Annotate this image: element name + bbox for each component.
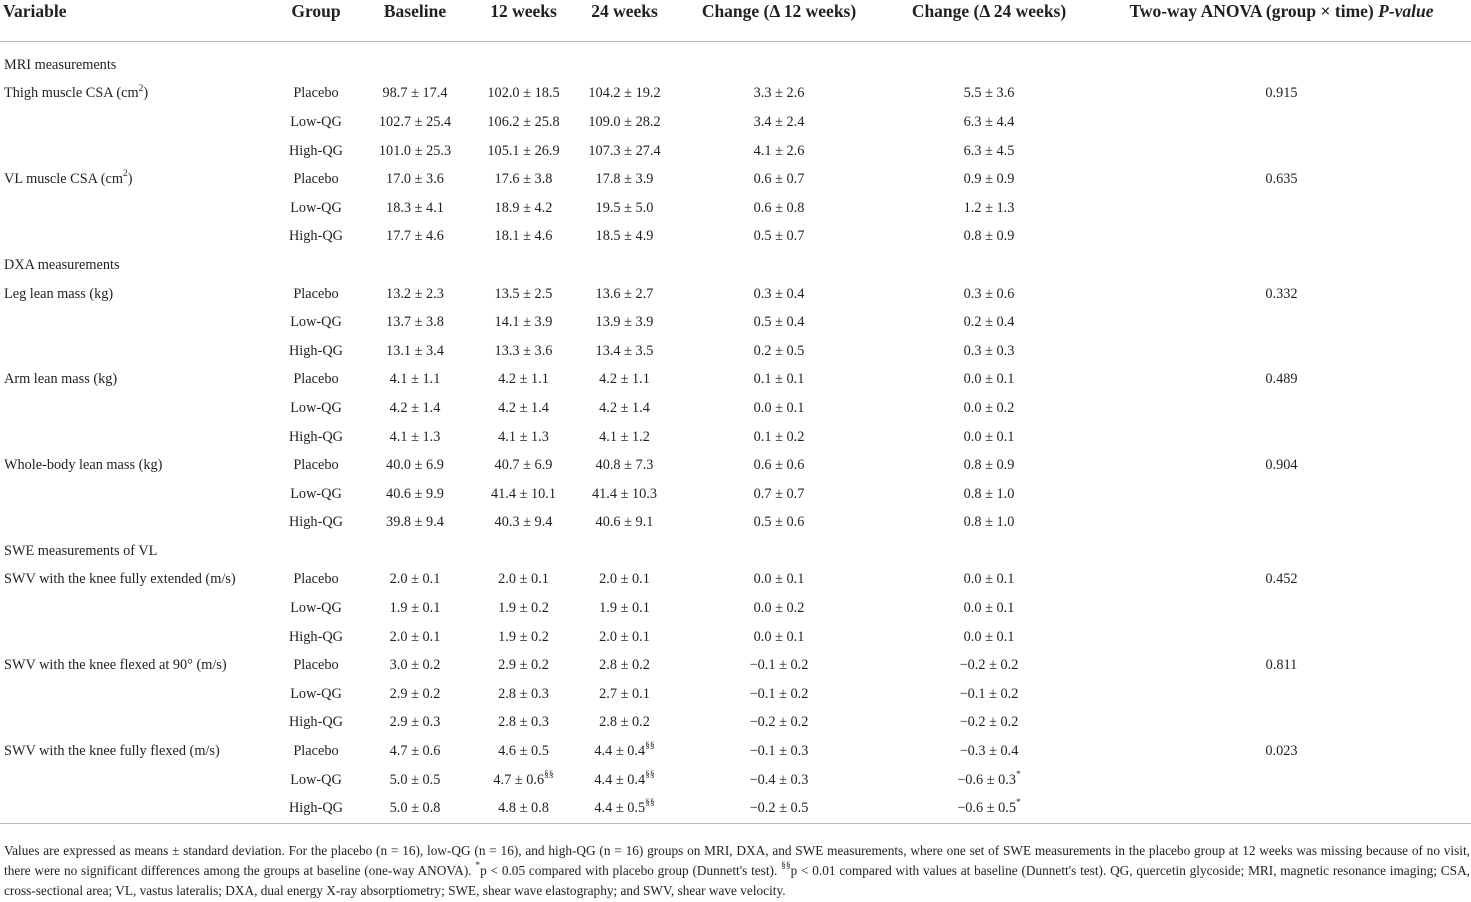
table-row	[0, 137, 1471, 166]
variable-label: Arm lean mass (kg)	[4, 371, 118, 388]
section-row	[0, 51, 1471, 80]
week24-cell: 109.0 ± 28.2	[588, 113, 661, 130]
week24-cell: 2.0 ± 0.1	[599, 628, 650, 645]
week24-cell: 4.2 ± 1.4	[599, 399, 650, 416]
week12-cell: 40.7 ± 6.9	[494, 457, 553, 474]
week12-cell: 106.2 ± 25.8	[487, 113, 560, 130]
change12-cell: 0.2 ± 0.5	[753, 342, 805, 359]
change24-cell: 0.9 ± 0.9	[963, 171, 1015, 188]
p-value-cell	[1092, 394, 1471, 423]
week24-cell: 2.7 ± 0.1	[599, 685, 650, 702]
change24-cell: 6.3 ± 4.5	[963, 142, 1015, 159]
change24-cell: 6.3 ± 4.4	[963, 113, 1015, 130]
group-cell: High-QG	[288, 714, 343, 731]
change12-cell: 0.5 ± 0.7	[753, 228, 805, 245]
group-cell: Placebo	[293, 743, 339, 760]
baseline-cell: 98.7 ± 17.4	[382, 85, 448, 102]
week24-cell: 4.2 ± 1.1	[599, 371, 650, 388]
change12-cell: −0.4 ± 0.3	[749, 771, 809, 788]
week24-cell: 13.9 ± 3.9	[595, 314, 654, 331]
baseline-cell: 40.6 ± 9.9	[386, 485, 444, 502]
week12-cell: 4.1 ± 1.3	[498, 428, 549, 445]
p-value-cell	[1092, 623, 1471, 652]
change24-cell: 0.8 ± 1.0	[963, 514, 1015, 531]
p-value-cell	[1092, 108, 1471, 137]
change24-cell: 0.8 ± 1.0	[963, 485, 1015, 502]
group-cell: Placebo	[293, 657, 339, 674]
change12-cell: −0.1 ± 0.2	[749, 685, 809, 702]
col-header-group: Group	[272, 0, 360, 42]
week12-cell: 4.6 ± 0.5	[498, 743, 549, 760]
change12-cell: 0.0 ± 0.1	[753, 399, 805, 416]
week24-cell: 2.8 ± 0.2	[599, 714, 650, 731]
p-value-cell	[1092, 794, 1471, 823]
table-row	[0, 594, 1471, 623]
p-value-cell: 0.915	[1265, 85, 1298, 102]
section-label-dxa: DXA measurements	[4, 256, 120, 273]
week24-cell: 104.2 ± 19.2	[588, 85, 661, 102]
table-row	[0, 280, 1471, 309]
change12-cell: 3.4 ± 2.4	[753, 113, 805, 130]
change12-cell: 0.1 ± 0.2	[753, 428, 805, 445]
group-cell: Placebo	[293, 571, 339, 588]
change12-cell: −0.1 ± 0.3	[749, 743, 809, 760]
change24-cell: −0.2 ± 0.2	[959, 657, 1019, 674]
p-value-cell: 0.023	[1265, 743, 1298, 760]
change12-cell: 0.6 ± 0.6	[753, 457, 805, 474]
change12-cell: −0.1 ± 0.2	[749, 657, 809, 674]
baseline-cell: 2.0 ± 0.1	[389, 628, 441, 645]
table-footnote	[4, 841, 1470, 900]
group-cell: High-QG	[288, 514, 343, 531]
table-row	[0, 80, 1471, 109]
week12-cell: 105.1 ± 26.9	[487, 142, 560, 159]
variable-label: Whole-body lean mass (kg)	[4, 457, 163, 474]
change12-cell: 4.1 ± 2.6	[753, 142, 805, 159]
col-header-12-weeks: 12 weeks	[470, 0, 577, 42]
week12-cell: 1.9 ± 0.2	[498, 600, 549, 617]
significance-marker: *	[1016, 798, 1021, 809]
week12-cell: 2.8 ± 0.3	[498, 714, 549, 731]
change24-cell: 0.0 ± 0.1	[963, 428, 1015, 445]
change24-cell: 0.0 ± 0.1	[963, 571, 1015, 588]
baseline-cell: 39.8 ± 9.4	[386, 514, 444, 531]
group-cell: Low-QG	[290, 771, 342, 788]
table-row	[0, 737, 1471, 766]
p-value-cell	[1092, 337, 1471, 366]
p-value-cell	[1092, 594, 1471, 623]
baseline-cell: 102.7 ± 25.4	[378, 113, 452, 130]
group-cell: Low-QG	[290, 685, 342, 702]
group-cell: Placebo	[293, 285, 339, 302]
week12-cell: 14.1 ± 3.9	[494, 314, 553, 331]
week24-cell: 17.8 ± 3.9	[595, 171, 654, 188]
group-cell: High-QG	[288, 428, 343, 445]
change24-cell: 0.2 ± 0.4	[963, 314, 1015, 331]
group-cell: Placebo	[293, 171, 339, 188]
table-row	[0, 194, 1471, 223]
change12-cell: 0.6 ± 0.8	[753, 199, 805, 216]
week12-cell: 13.3 ± 3.6	[494, 342, 553, 359]
change12-cell: −0.2 ± 0.5	[672, 794, 886, 823]
change12-cell: 3.3 ± 2.6	[753, 85, 805, 102]
footnote-sup-asterisk: *	[475, 861, 481, 872]
table-row	[0, 308, 1471, 337]
table-row	[0, 337, 1471, 366]
col-header-change-24: Change (Δ 24 weeks)	[886, 0, 1092, 42]
p-value-cell: 0.635	[1265, 171, 1298, 188]
section-row	[0, 537, 1471, 566]
change12-cell: −0.2 ± 0.2	[749, 714, 809, 731]
group-cell: Low-QG	[290, 600, 342, 617]
week24-cell: 13.4 ± 3.5	[595, 342, 654, 359]
change24-cell: −0.2 ± 0.2	[959, 714, 1019, 731]
p-value-cell	[1092, 194, 1471, 223]
p-value-cell	[1092, 480, 1471, 509]
week12-cell: 2.9 ± 0.2	[498, 657, 549, 674]
change12-cell: 0.0 ± 0.2	[753, 600, 805, 617]
p-value-cell: 0.332	[1265, 285, 1298, 302]
col-header-change-12: Change (Δ 12 weeks)	[672, 0, 886, 42]
p-value-cell	[1092, 680, 1471, 709]
table-row	[0, 394, 1471, 423]
p-value-cell	[1092, 423, 1471, 452]
change24-cell: 0.0 ± 0.1	[963, 628, 1015, 645]
p-value-cell	[1092, 137, 1471, 166]
variable-label: SWV with the knee flexed at 90° (m/s)	[4, 657, 227, 674]
week24-cell: 4.4 ± 0.5§§	[577, 794, 672, 823]
baseline-cell: 5.0 ± 0.8	[360, 794, 470, 823]
baseline-cell: 13.2 ± 2.3	[386, 285, 444, 302]
table-row	[0, 709, 1471, 738]
p-value-cell	[1092, 709, 1471, 738]
week12-cell: 102.0 ± 18.5	[487, 85, 560, 102]
week24-cell: 1.9 ± 0.1	[599, 600, 650, 617]
group-cell: High-QG	[288, 628, 343, 645]
significance-marker: §§	[544, 769, 554, 780]
week12-cell: 2.0 ± 0.1	[498, 571, 549, 588]
baseline-cell: 2.9 ± 0.3	[389, 714, 441, 731]
change24-cell: 0.8 ± 0.9	[963, 457, 1015, 474]
baseline-cell: 13.1 ± 3.4	[386, 342, 444, 359]
col-header-baseline: Baseline	[360, 0, 470, 42]
baseline-cell: 40.0 ± 6.9	[386, 457, 444, 474]
week24-cell: 40.6 ± 9.1	[595, 514, 654, 531]
change12-cell: 0.6 ± 0.7	[753, 171, 805, 188]
week24-cell: 40.8 ± 7.3	[595, 457, 654, 474]
change24-cell: −0.3 ± 0.4	[959, 743, 1019, 760]
group-cell: High-QG	[288, 142, 343, 159]
week24-cell: 19.5 ± 5.0	[595, 199, 654, 216]
week12-cell: 1.9 ± 0.2	[498, 628, 549, 645]
baseline-cell: 3.0 ± 0.2	[389, 657, 441, 674]
change24-cell: 0.3 ± 0.6	[963, 285, 1015, 302]
table-row	[0, 223, 1471, 252]
p-value-cell: 0.811	[1265, 657, 1298, 674]
significance-marker: §§	[645, 769, 655, 780]
week24-cell: 18.5 ± 4.9	[595, 228, 654, 245]
change24-cell: 0.3 ± 0.3	[963, 342, 1015, 359]
col-header-variable: Variable	[0, 0, 272, 42]
header-row	[0, 0, 1471, 42]
variable-label: VL muscle CSA $(cm^2)$	[4, 169, 133, 188]
baseline-cell: 13.7 ± 3.8	[386, 314, 444, 331]
significance-marker: §§	[645, 741, 655, 752]
table-row	[0, 366, 1471, 395]
table-row	[0, 766, 1471, 795]
baseline-cell: 5.0 ± 0.5	[389, 771, 441, 788]
group-cell: Low-QG	[290, 485, 342, 502]
variable-label: SWV with the knee fully flexed (m/s)	[4, 743, 220, 760]
group-cell: Placebo	[293, 371, 339, 388]
change12-cell: 0.0 ± 0.1	[753, 571, 805, 588]
group-cell: High-QG	[288, 342, 343, 359]
p-value-cell	[1092, 308, 1471, 337]
week12-cell: 4.7 ± 0.6§§	[493, 769, 554, 788]
section-label-swe: SWE measurements of VL	[4, 542, 158, 559]
week12-cell: 18.9 ± 4.2	[494, 199, 553, 216]
change24-cell: 5.5 ± 3.6	[963, 85, 1015, 102]
change24-cell: −0.6 ± 0.5*	[886, 794, 1092, 823]
week24-cell: 4.1 ± 1.2	[599, 428, 650, 445]
table-row	[0, 108, 1471, 137]
section-label-mri: MRI measurements	[4, 56, 117, 73]
change24-cell: −0.6 ± 0.3*	[957, 769, 1021, 788]
p-value-cell	[1092, 223, 1471, 252]
baseline-cell: 17.0 ± 3.6	[386, 171, 444, 188]
week12-cell: 4.8 ± 0.8	[470, 794, 577, 823]
change24-cell: 0.8 ± 0.9	[963, 228, 1015, 245]
col-header-24-weeks: 24 weeks	[577, 0, 672, 42]
p-value-cell: 0.452	[1265, 571, 1298, 588]
anova-label: Two-way ANOVA (group × time)	[1129, 1, 1374, 21]
baseline-cell: 4.7 ± 0.6	[389, 743, 441, 760]
table-row	[0, 680, 1471, 709]
table-row	[0, 423, 1471, 452]
change24-cell: 0.0 ± 0.1	[963, 600, 1015, 617]
week24-cell: 4.4 ± 0.4§§	[594, 769, 655, 788]
table-row	[0, 623, 1471, 652]
footnote-text-2: p < 0.05 compared with placebo group (Dunnett's test).	[480, 862, 782, 878]
week12-cell: 4.2 ± 1.1	[498, 371, 549, 388]
baseline-cell: 4.1 ± 1.3	[389, 428, 441, 445]
week24-cell: 107.3 ± 27.4	[588, 142, 661, 159]
table-row	[0, 651, 1471, 680]
table-body	[0, 42, 1471, 824]
week24-cell: 2.8 ± 0.2	[599, 657, 650, 674]
significance-marker: §§	[645, 798, 655, 809]
week24-cell: 13.6 ± 2.7	[595, 285, 654, 302]
p-value-cell	[1092, 766, 1471, 795]
change12-cell: 0.3 ± 0.4	[753, 285, 805, 302]
group-cell: Low-QG	[290, 113, 342, 130]
col-header-anova	[1092, 0, 1471, 42]
table-row	[0, 566, 1471, 595]
baseline-cell: 1.9 ± 0.1	[389, 600, 441, 617]
week24-cell: 2.0 ± 0.1	[599, 571, 650, 588]
table-row	[0, 451, 1471, 480]
group-cell: High-QG	[288, 228, 343, 245]
baseline-cell: 4.1 ± 1.1	[389, 371, 441, 388]
table-row	[0, 509, 1471, 538]
change12-cell: 0.7 ± 0.7	[753, 485, 805, 502]
variable-label: SWV with the knee fully extended (m/s)	[4, 571, 236, 588]
week24-cell: 4.4 ± 0.4§§	[594, 741, 655, 760]
week12-cell: 4.2 ± 1.4	[498, 399, 549, 416]
footnote-text-1: Values are expressed as means ± standard deviation. For the placebo (n = 16), low-QG (n = 16), and high-QG (n = 16) groups on MRI, DXA, and SWE measurements, where one set of SWE measurements in the placebo group at 12 weeks was missing because of no visit, there were no significant differences among the groups at baseline (one-way ANOVA).	[4, 843, 1470, 878]
change24-cell: 0.0 ± 0.1	[963, 371, 1015, 388]
baseline-cell: 101.0 ± 25.3	[378, 142, 452, 159]
group-cell: Placebo	[293, 457, 339, 474]
table-row	[0, 165, 1471, 194]
table-row	[0, 794, 1471, 823]
change12-cell: 0.5 ± 0.4	[753, 314, 805, 331]
change12-cell: 0.5 ± 0.6	[753, 514, 805, 531]
footnote-sup-section: §§	[781, 861, 791, 872]
baseline-cell: 2.9 ± 0.2	[389, 685, 441, 702]
change24-cell: −0.1 ± 0.2	[959, 685, 1019, 702]
change12-cell: 0.0 ± 0.1	[753, 628, 805, 645]
variable-label: Thigh muscle CSA $(cm^2)$	[4, 83, 149, 102]
group-cell: Low-QG	[290, 399, 342, 416]
baseline-cell: 2.0 ± 0.1	[389, 571, 441, 588]
variable-label: Leg lean mass (kg)	[4, 285, 114, 302]
section-row	[0, 251, 1471, 280]
group-cell: Placebo	[293, 85, 339, 102]
group-cell: Low-QG	[290, 199, 342, 216]
baseline-cell: 18.3 ± 4.1	[386, 199, 444, 216]
week12-cell: 18.1 ± 4.6	[494, 228, 553, 245]
group-cell: High-QG	[272, 794, 360, 823]
change24-cell: 0.0 ± 0.2	[963, 399, 1015, 416]
footnote-text-3: p < 0.01 compared with values at baseline (Dunnett's test). QG, quercetin glycoside; MRI, magnetic resonance imaging; CSA, cross-sectional area; VL, vastus lateralis; DXA, dual energy X-ray absorptiometry; SWE, shear wave elastography; and SWV, shear wave velocity.	[4, 862, 1471, 898]
baseline-cell: 4.2 ± 1.4	[389, 399, 441, 416]
p-value-label: P-value	[1378, 1, 1434, 21]
significance-marker: *	[1016, 769, 1021, 780]
p-value-cell: 0.904	[1265, 457, 1298, 474]
week12-cell: 13.5 ± 2.5	[494, 285, 553, 302]
week24-cell: 41.4 ± 10.3	[591, 485, 658, 502]
change24-cell: 1.2 ± 1.3	[963, 199, 1015, 216]
table-row	[0, 480, 1471, 509]
change12-cell: 0.1 ± 0.1	[753, 371, 805, 388]
week12-cell: 40.3 ± 9.4	[494, 514, 553, 531]
week12-cell: 17.6 ± 3.8	[494, 171, 553, 188]
p-value-cell: 0.489	[1265, 371, 1298, 388]
p-value-cell	[1092, 509, 1471, 538]
baseline-cell: 17.7 ± 4.6	[386, 228, 444, 245]
week12-cell: 2.8 ± 0.3	[498, 685, 549, 702]
group-cell: Low-QG	[290, 314, 342, 331]
week12-cell: 41.4 ± 10.1	[490, 485, 557, 502]
